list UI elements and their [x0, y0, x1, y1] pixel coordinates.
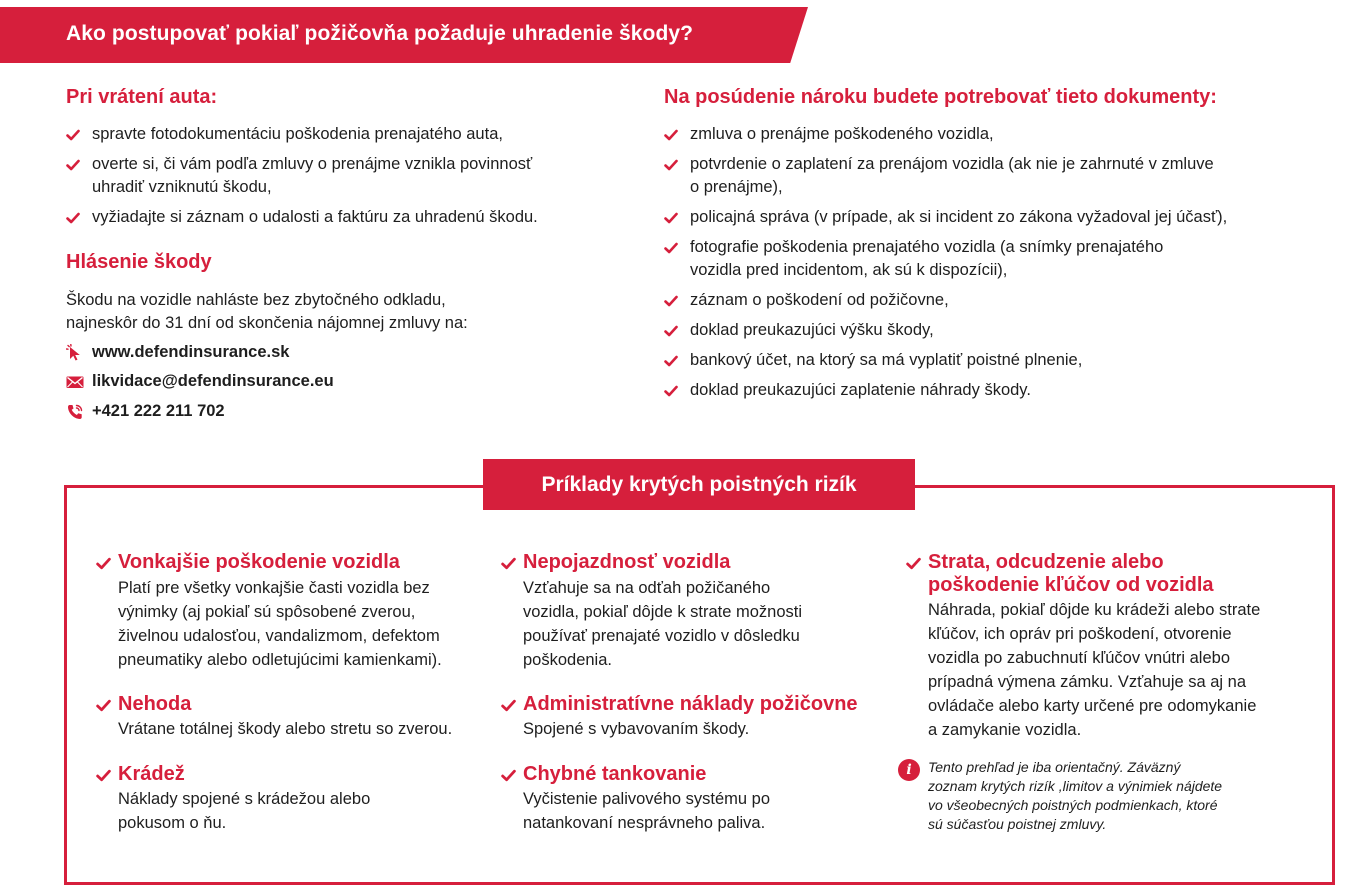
checkmark-icon — [664, 294, 678, 308]
checkmark-icon — [501, 698, 516, 713]
list-item: overte si, či vám podľa zmluvy o prenájme vznikla povinnosť uhradiť vzniknutú škodu, — [66, 153, 636, 199]
phone-icon — [66, 403, 84, 421]
list-item: bankový účet, na ktorý sa má vyplatiť poistné plnenie, — [664, 349, 1314, 372]
list-item: potvrdenie o zaplatení za prenájom vozidla (ak nie je zahrnuté v zmluve o prenájme), — [664, 153, 1314, 199]
risks-title: Príklady krytých poistných rizík — [483, 459, 915, 510]
checkmark-icon — [66, 211, 80, 225]
checkmark-icon — [96, 556, 111, 571]
report-text: Škodu na vozidle nahláste bez zbytočného odkladu, najneskôr do 31 dní od skončenia nájomnej zmluvy na: — [66, 291, 468, 332]
list-item: vyžiadajte si záznam o udalosti a faktúru za uhradenú škodu. — [66, 206, 636, 229]
list-item: zmluva o prenájme poškodeného vozidla, — [664, 123, 1314, 146]
cursor-click-icon — [66, 344, 84, 362]
documents-list — [664, 123, 1314, 409]
checkmark-icon — [664, 354, 678, 368]
checkmark-icon — [66, 158, 80, 172]
checkmark-icon — [96, 768, 111, 783]
checkmark-icon — [664, 384, 678, 398]
info-icon: i — [898, 759, 920, 781]
checkmark-icon — [501, 768, 516, 783]
list-item: doklad preukazujúci výšku škody, — [664, 319, 1314, 342]
list-item: záznam o poškodení od požičovne, — [664, 289, 1314, 312]
list-item: fotografie poškodenia prenajatého vozidla (a snímky prenajatého vozidla pred incidentom, ak sú k dispozícii), — [664, 236, 1314, 282]
checkmark-icon — [906, 556, 921, 571]
return-list — [66, 123, 636, 236]
checkmark-icon — [501, 556, 516, 571]
list-item: spravte fotodokumentáciu poškodenia prenajatého auta, — [66, 123, 636, 146]
documents-heading: Na posúdenie nároku budete potrebovať tieto dokumenty: — [664, 86, 1217, 108]
return-heading: Pri vrátení auta: — [66, 86, 218, 108]
list-item: doklad preukazujúci zaplatenie náhrady škody. — [664, 379, 1314, 402]
page-title: Ako postupovať pokiaľ požičovňa požaduje uhradenie škody? — [66, 22, 694, 45]
checkmark-icon — [66, 128, 80, 142]
checkmark-icon — [664, 158, 678, 172]
checkmark-icon — [96, 698, 111, 713]
checkmark-icon — [664, 211, 678, 225]
checkmark-icon — [664, 241, 678, 255]
checkmark-icon — [664, 324, 678, 338]
checkmark-icon — [664, 128, 678, 142]
envelope-icon — [66, 373, 84, 391]
list-item: policajná správa (v prípade, ak si incident zo zákona vyžadoval jej účasť), — [664, 206, 1314, 229]
report-heading: Hlásenie škody — [66, 251, 212, 273]
